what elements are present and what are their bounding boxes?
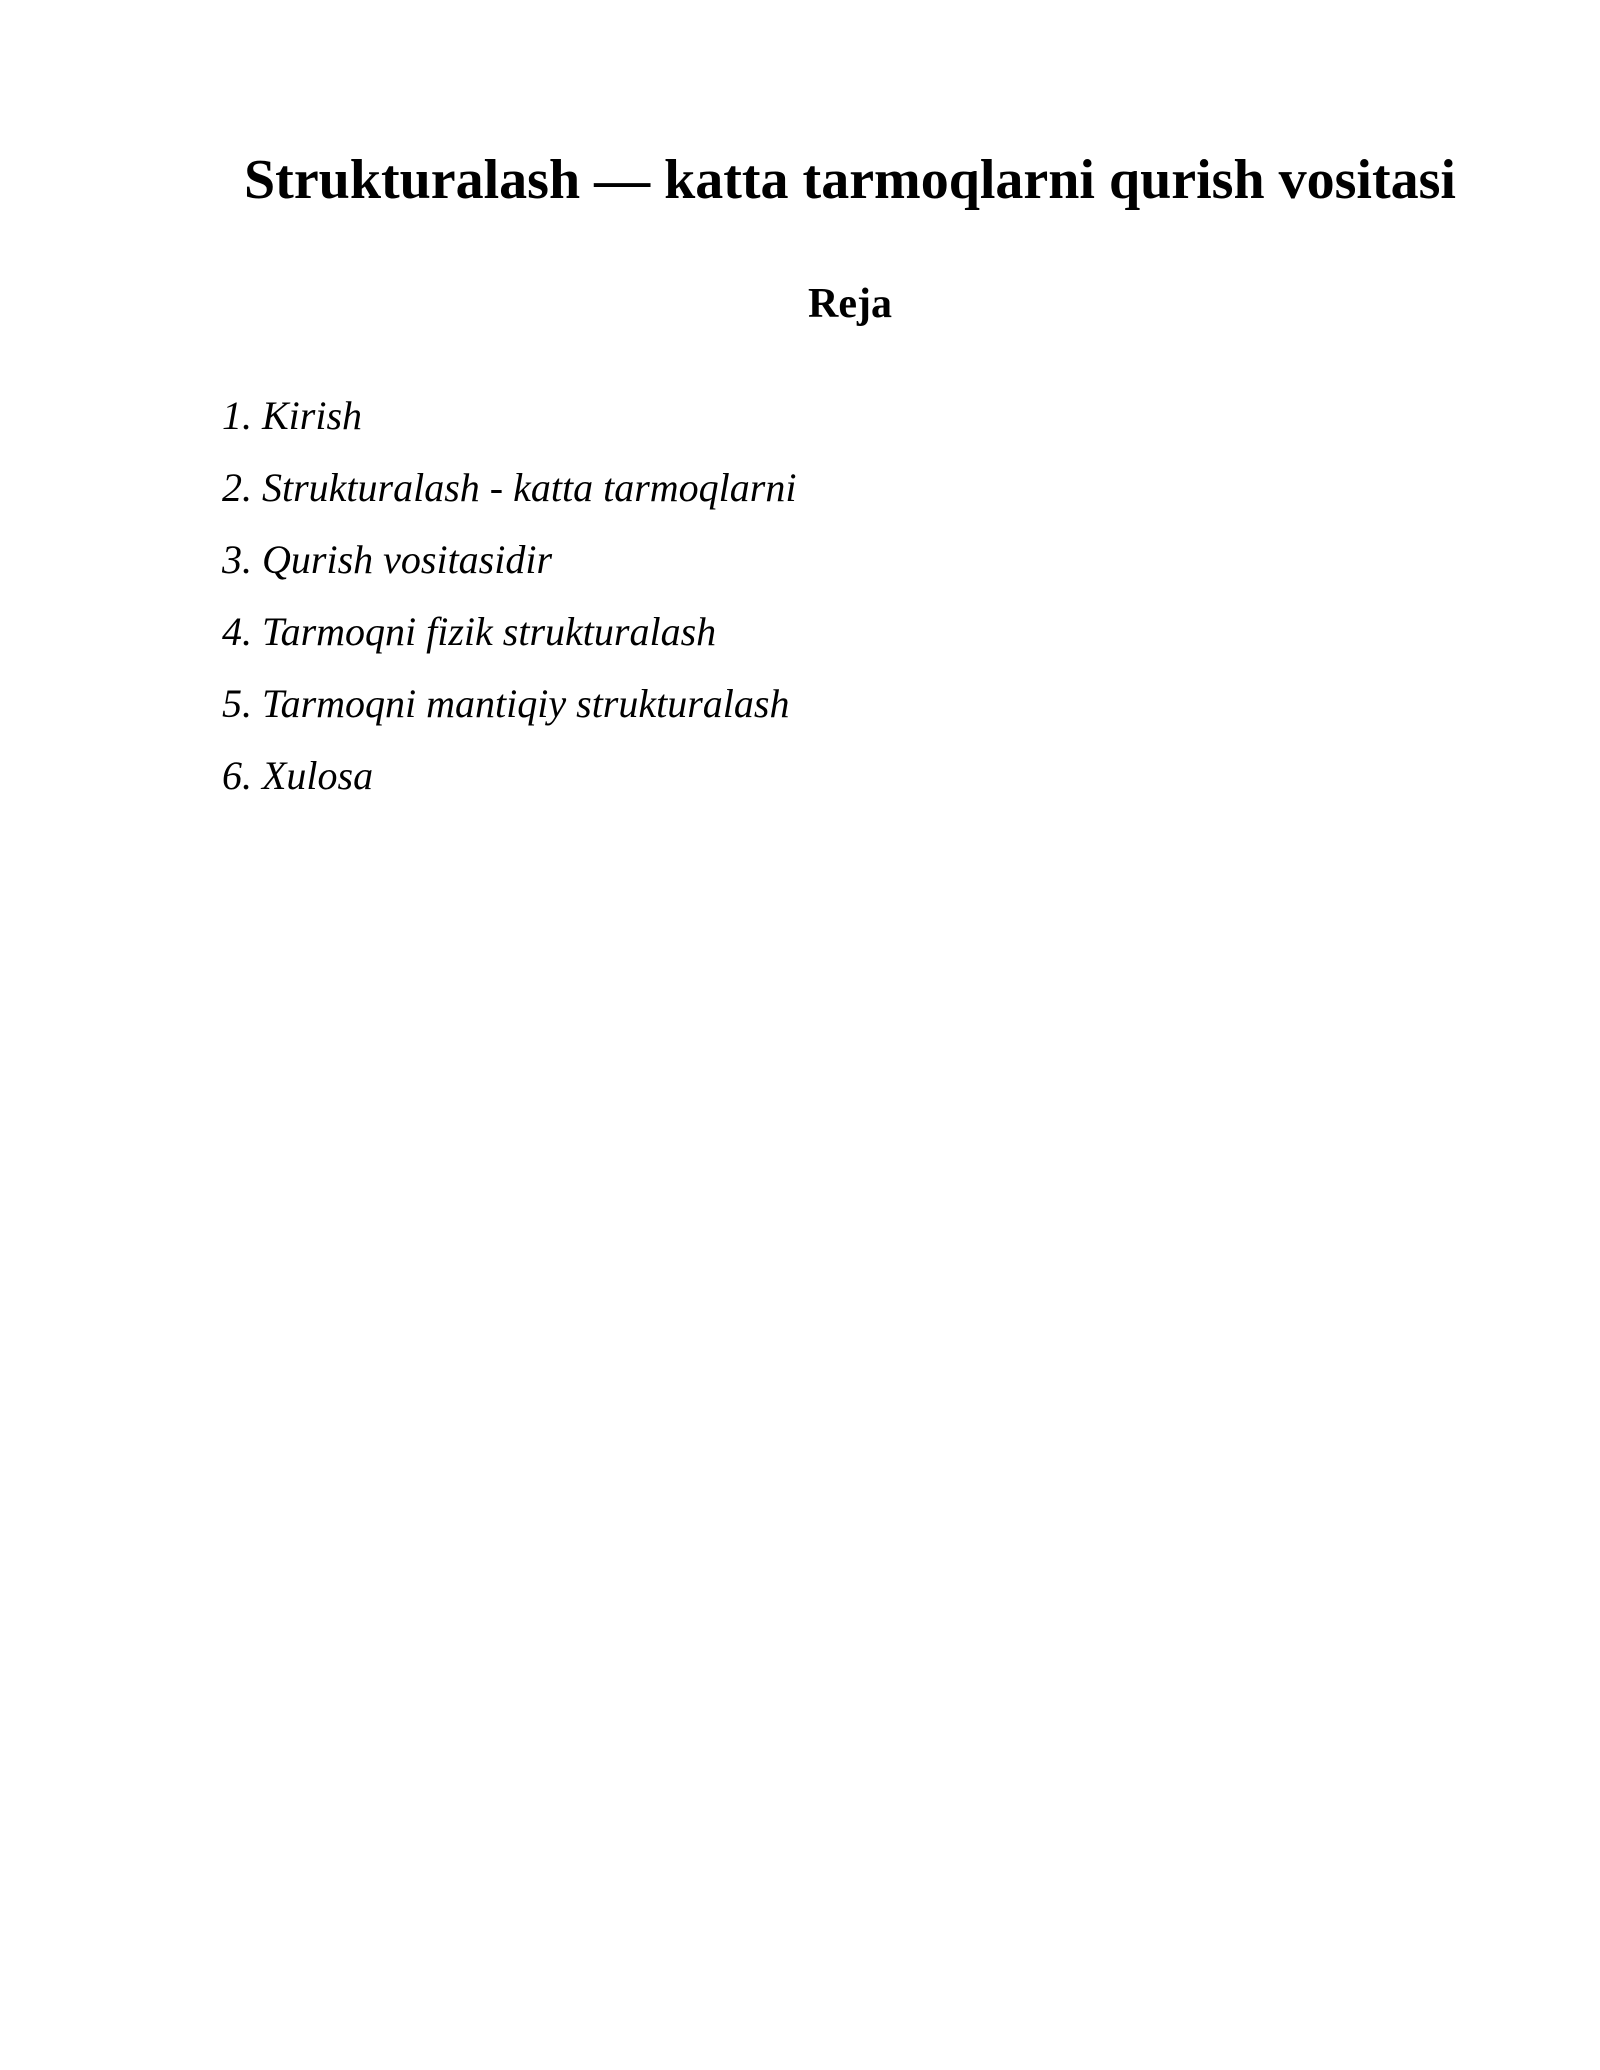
plan-heading: Reja bbox=[808, 281, 892, 327]
plan-item-4: 4. Tarmoqni fizik strukturalash bbox=[222, 609, 717, 654]
plan-item-6: 6. Xulosa bbox=[222, 753, 374, 798]
plan-item-1: 1. Kirish bbox=[222, 393, 363, 438]
plan-item-3: 3. Qurish vositasidir bbox=[222, 537, 553, 582]
plan-item-2: 2. Strukturalash - katta tarmoqlarni bbox=[222, 465, 797, 510]
document-title: Strukturalash — katta tarmoqlarni qurish vositasi bbox=[244, 149, 1456, 211]
plan-list bbox=[222, 390, 796, 822]
plan-item-5: 5. Tarmoqni mantiqiy strukturalash bbox=[222, 681, 790, 726]
